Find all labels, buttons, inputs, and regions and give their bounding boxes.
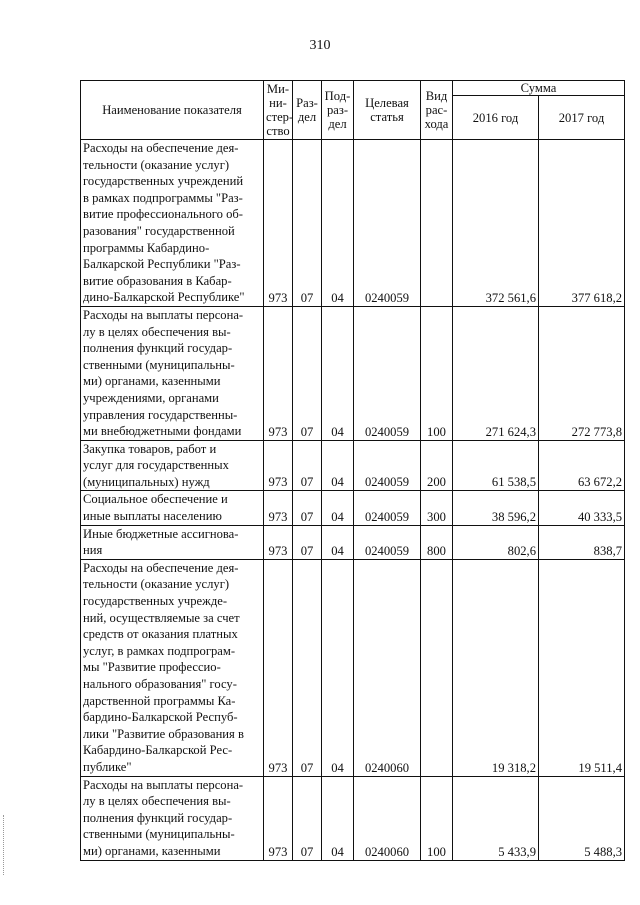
row-sum-2017: 272 773,8 [539,306,625,440]
table-row [81,525,625,559]
row-name: Расходы на обеспечение дея- тельности (оказание услуг) государственных учрежде- ний, осуществляемые за счет средств от оказания платных услуг, в рамках подпрограм- мы "Развитие профессио- нального образования" госу- дарственной программы Ка- бардино-Балкарской Респуб- лики "Развитие образования в Кабардино-Балкарской Рес- публике" [81,559,264,776]
page-number: 310 [309,38,331,53]
row-sum-2016: 38 596,2 [453,491,539,525]
row-sum-2017: 838,7 [539,525,625,559]
header-ministry: Ми- ни- стер- ство [264,81,293,140]
row-section: 07 [293,776,322,860]
row-subsection: 04 [322,491,354,525]
header-year-2017: 2017 год [539,96,625,140]
row-subsection: 04 [322,140,354,307]
header-subsection: Под- раз- дел [322,81,354,140]
row-sum-2016: 19 318,2 [453,559,539,776]
row-target: 0240059 [354,491,421,525]
row-expense-type: 100 [421,776,453,860]
row-section: 07 [293,491,322,525]
row-expense-type: 100 [421,306,453,440]
row-ministry: 973 [264,525,293,559]
row-name: Социальное обеспечение и иные выплаты населению [81,491,264,525]
row-sum-2017: 5 488,3 [539,776,625,860]
row-name: Расходы на выплаты персона- лу в целях обеспечения вы- полнения функций государ- ственными (муниципальны- ми) органами, казенными учреждениями, органами управления государственны- ми внебюджетными фондами [81,306,264,440]
row-ministry: 973 [264,559,293,776]
table-row [81,140,625,307]
row-name: Расходы на обеспечение дея- тельности (оказание услуг) государственных учреждений в рамках подпрограммы "Раз- витие профессионального об- разования" государственной программы Кабардино- Балкарской Республики "Раз- витие образования в Кабар- дино-Балкарской Республике" [81,140,264,307]
row-sum-2017: 63 672,2 [539,440,625,491]
row-expense-type: 300 [421,491,453,525]
row-expense-type [421,559,453,776]
row-sum-2016: 5 433,9 [453,776,539,860]
row-section: 07 [293,559,322,776]
row-subsection: 04 [322,306,354,440]
row-ministry: 973 [264,491,293,525]
row-expense-type: 800 [421,525,453,559]
row-sum-2017: 377 618,2 [539,140,625,307]
header-target: Целевая статья [354,81,421,140]
row-subsection: 04 [322,525,354,559]
row-ministry: 973 [264,140,293,307]
header-expense-type: Вид рас- хода [421,81,453,140]
table-row [81,491,625,525]
row-sum-2017: 40 333,5 [539,491,625,525]
budget-table [80,80,625,861]
row-ministry: 973 [264,306,293,440]
row-expense-type: 200 [421,440,453,491]
table-row [81,306,625,440]
row-target: 0240059 [354,525,421,559]
row-sum-2016: 271 624,3 [453,306,539,440]
row-target: 0240059 [354,306,421,440]
row-target: 0240060 [354,559,421,776]
header-section: Раз- дел [293,81,322,140]
row-name: Расходы на выплаты персона- лу в целях обеспечения вы- полнения функций государ- ственными (муниципальны- ми) органами, казенными [81,776,264,860]
row-name: Иные бюджетные ассигнова- ния [81,525,264,559]
header-sum: Сумма [453,81,625,96]
row-section: 07 [293,140,322,307]
row-section: 07 [293,440,322,491]
row-sum-2016: 61 538,5 [453,440,539,491]
table-row [81,440,625,491]
header-year-2016: 2016 год [453,96,539,140]
row-section: 07 [293,525,322,559]
table-row [81,776,625,860]
row-ministry: 973 [264,440,293,491]
row-sum-2016: 802,6 [453,525,539,559]
row-target: 0240059 [354,140,421,307]
table-row [81,559,625,776]
row-target: 0240060 [354,776,421,860]
row-target: 0240059 [354,440,421,491]
row-section: 07 [293,306,322,440]
row-sum-2016: 372 561,6 [453,140,539,307]
row-expense-type [421,140,453,307]
margin-mark [3,815,7,875]
header-name: Наименование показателя [81,81,264,140]
row-subsection: 04 [322,559,354,776]
row-name: Закупка товаров, работ и услуг для государственных (муниципальных) нужд [81,440,264,491]
row-ministry: 973 [264,776,293,860]
row-subsection: 04 [322,776,354,860]
row-sum-2017: 19 511,4 [539,559,625,776]
row-subsection: 04 [322,440,354,491]
